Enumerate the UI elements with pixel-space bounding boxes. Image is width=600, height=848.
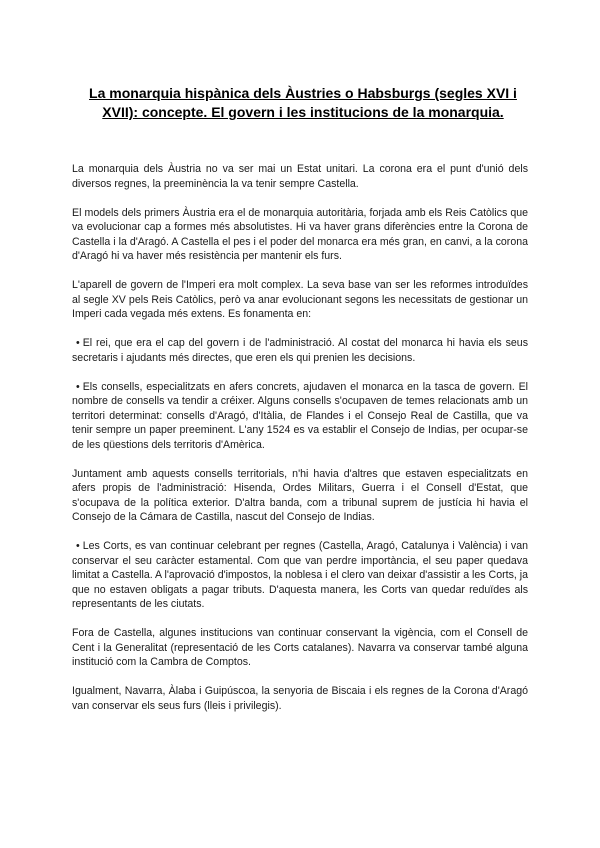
- paragraph-text: La monarquia dels Àustria no va ser mai un Estat unitari. La corona era el punt d'unió dels diversos regnes, la preeminència la va tenir sempre Castella.: [72, 163, 528, 190]
- paragraph: [72, 684, 528, 713]
- paragraph-text: El rei, que era el cap del govern i de l'administració. Al costat del monarca hi havia els seus secretaris i ajudants més directes, que eren els qui prenien les decisions.: [72, 337, 528, 364]
- bullet-paragraph: [72, 336, 528, 365]
- paragraph: [72, 467, 528, 525]
- paragraph-text: Les Corts, es van continuar celebrant per regnes (Castella, Aragó, Catalunya i València) i van conservar el seu caràcter estamental. Com que van perdre importància, el seu paper quedava limitat a Castella. A l'aprovació d'impostos, la noblesa i el clero van deixar d'assistir a les Corts, ja que no estaven obligats a pagar tributs. D'aquesta manera, les Corts van quedar reduïdes als representants de les ciutats.: [72, 540, 528, 610]
- paragraph-text: Els consells, especialitzats en afers concrets, ajudaven el monarca en la tasca de govern. El nombre de consells va tendir a créixer. Alguns consells s'ocupaven de temes relacionats amb un territori determinat: consells d'Aragó, d'Itàlia, de Flandes i el Consejo Real de Castilla, que va tenir sempre un paper preeminent. L'any 1524 es va establir el Consejo de Indias, per ocupar-se de les qüestions dels territoris d'Amèrica.: [72, 380, 528, 451]
- paragraph-text: Igualment, Navarra, Àlaba i Guipúscoa, la senyoria de Biscaia i els regnes de la Corona d'Aragó van conservar els seus furs (lleis i privilegis).: [72, 685, 528, 712]
- bullet-icon: •: [76, 337, 80, 349]
- paragraph-text: L'aparell de govern de l'Imperi era molt complex. La seva base van ser les reformes introduïdes al segle XV pels Reis Catòlics, però va anar evolucionant segons les necessitats de gestionar un Imperi cada vegada més extens. Es fonamenta en:: [72, 279, 528, 320]
- bullet-paragraph: [72, 539, 528, 612]
- paragraph-text: Fora de Castella, algunes institucions van continuar conservant la vigència, com el Consell de Cent i la Generalitat (representació de les Corts catalanes). Navarra va conservar també alguna institució com la Cambra de Comptos.: [72, 627, 528, 668]
- bullet-icon: •: [76, 380, 80, 393]
- bullet-icon: •: [76, 540, 80, 552]
- paragraph-text: El models dels primers Àustria era el de monarquia autoritària, forjada amb els Reis Catòlics que va evolucionar cap a formes més absolutistes. Hi va haver grans diferències entre la Corona de Castella i la d'Aragó. A Castella el pes i el poder del monarca era més gran, en canvi, a la corona d'Aragó hi va haver més resistència per mantenir els furs.: [72, 206, 528, 262]
- page-title: La monarquia hispànica dels Àustries o Habsburgs (segles XVI i XVII): concepte. El govern i les institucions de la monarquia.: [89, 85, 517, 120]
- paragraph: [72, 626, 528, 670]
- paragraph-text: Juntament amb aquests consells territorials, n'hi havia d'altres que estaven especialitzats en afers propis de l'administració: Hisenda, Ordes Militars, Guerra i el Consell d'Estat, que s'ocupava de la política exterior. D'altra banda, com a tribunal suprem de justícia hi havia el Consejo de la Cámara de Castilla, nascut del Consejo de Indias.: [72, 467, 528, 523]
- document-body: [72, 162, 528, 728]
- bullet-paragraph: [72, 380, 528, 453]
- paragraph: [72, 206, 528, 264]
- paragraph: [72, 278, 528, 322]
- paragraph: [72, 162, 528, 191]
